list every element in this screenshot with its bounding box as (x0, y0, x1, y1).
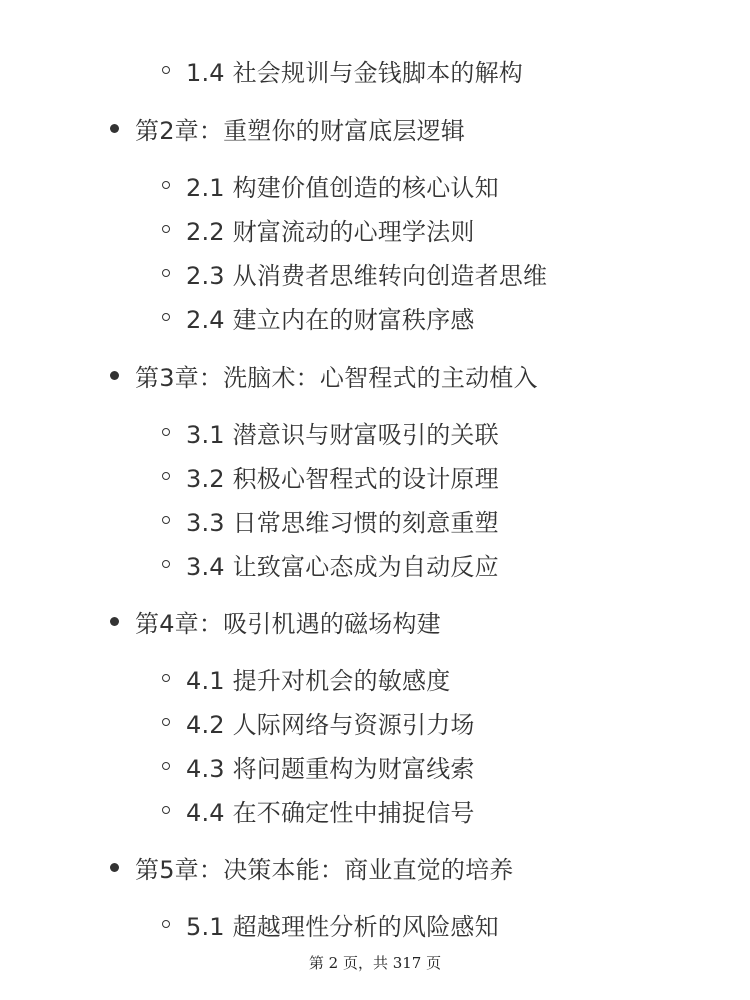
toc-chapter-label: 第5章：决策本能：商业直觉的培养 (135, 855, 514, 884)
toc-section-label: 1.4 社会规训与金钱脚本的解构 (186, 58, 523, 87)
toc-section-label: 2.2 财富流动的心理学法则 (186, 217, 475, 246)
toc-chapter-label: 第4章：吸引机遇的磁场构建 (135, 609, 441, 638)
toc-section-3-3[interactable] (162, 500, 499, 540)
toc-section-2-3[interactable] (162, 253, 547, 293)
toc-section-3-1[interactable] (162, 412, 499, 452)
circle-bullet-icon (162, 428, 170, 436)
page-number-footer: 第 2 页，共 317 页 (308, 954, 442, 972)
toc-section-2-4[interactable] (162, 297, 475, 337)
circle-bullet-icon (162, 313, 170, 321)
circle-bullet-icon (162, 66, 170, 74)
circle-bullet-icon (162, 920, 170, 928)
disc-bullet-icon (110, 617, 119, 626)
toc-section-label: 4.1 提升对机会的敏感度 (186, 666, 451, 695)
toc-section-label: 4.3 将问题重构为财富线索 (186, 754, 475, 783)
circle-bullet-icon (162, 225, 170, 233)
toc-chapter-label: 第2章：重塑你的财富底层逻辑 (135, 116, 466, 145)
circle-bullet-icon (162, 516, 170, 524)
toc-section-5-1[interactable] (162, 904, 499, 944)
toc-section-1-4[interactable] (162, 50, 523, 90)
circle-bullet-icon (162, 269, 170, 277)
circle-bullet-icon (162, 674, 170, 682)
toc-section-label: 3.2 积极心智程式的设计原理 (186, 464, 499, 493)
toc-section-label: 2.4 建立内在的财富秩序感 (186, 305, 475, 334)
toc-section-4-3[interactable] (162, 746, 475, 786)
toc-section-label: 3.4 让致富心态成为自动反应 (186, 552, 499, 581)
toc-section-label: 2.3 从消费者思维转向创造者思维 (186, 261, 548, 290)
circle-bullet-icon (162, 472, 170, 480)
toc-section-4-4[interactable] (162, 790, 475, 830)
toc-section-label: 4.4 在不确定性中捕捉信号 (186, 798, 475, 827)
toc-section-label: 4.2 人际网络与资源引力场 (186, 710, 475, 739)
toc-section-label: 5.1 超越理性分析的风险感知 (186, 912, 499, 941)
toc-section-label: 3.3 日常思维习惯的刻意重塑 (186, 508, 499, 537)
toc-section-3-4[interactable] (162, 544, 499, 584)
circle-bullet-icon (162, 718, 170, 726)
toc-section-4-1[interactable] (162, 658, 450, 698)
toc-section-label: 3.1 潜意识与财富吸引的关联 (186, 420, 499, 449)
toc-chapter-3[interactable] (110, 355, 538, 395)
circle-bullet-icon (162, 560, 170, 568)
circle-bullet-icon (162, 181, 170, 189)
toc-section-label: 2.1 构建价值创造的核心认知 (186, 173, 499, 202)
disc-bullet-icon (110, 371, 119, 380)
toc-section-2-2[interactable] (162, 209, 475, 249)
circle-bullet-icon (162, 806, 170, 814)
disc-bullet-icon (110, 863, 119, 872)
toc-section-4-2[interactable] (162, 702, 475, 742)
toc-section-2-1[interactable] (162, 165, 499, 205)
toc-chapter-label: 第3章：洗脑术：心智程式的主动植入 (135, 363, 538, 392)
circle-bullet-icon (162, 762, 170, 770)
toc-chapter-2[interactable] (110, 108, 465, 148)
toc-chapter-5[interactable] (110, 847, 513, 887)
toc-section-3-2[interactable] (162, 456, 499, 496)
disc-bullet-icon (110, 124, 119, 133)
toc-chapter-4[interactable] (110, 601, 441, 641)
